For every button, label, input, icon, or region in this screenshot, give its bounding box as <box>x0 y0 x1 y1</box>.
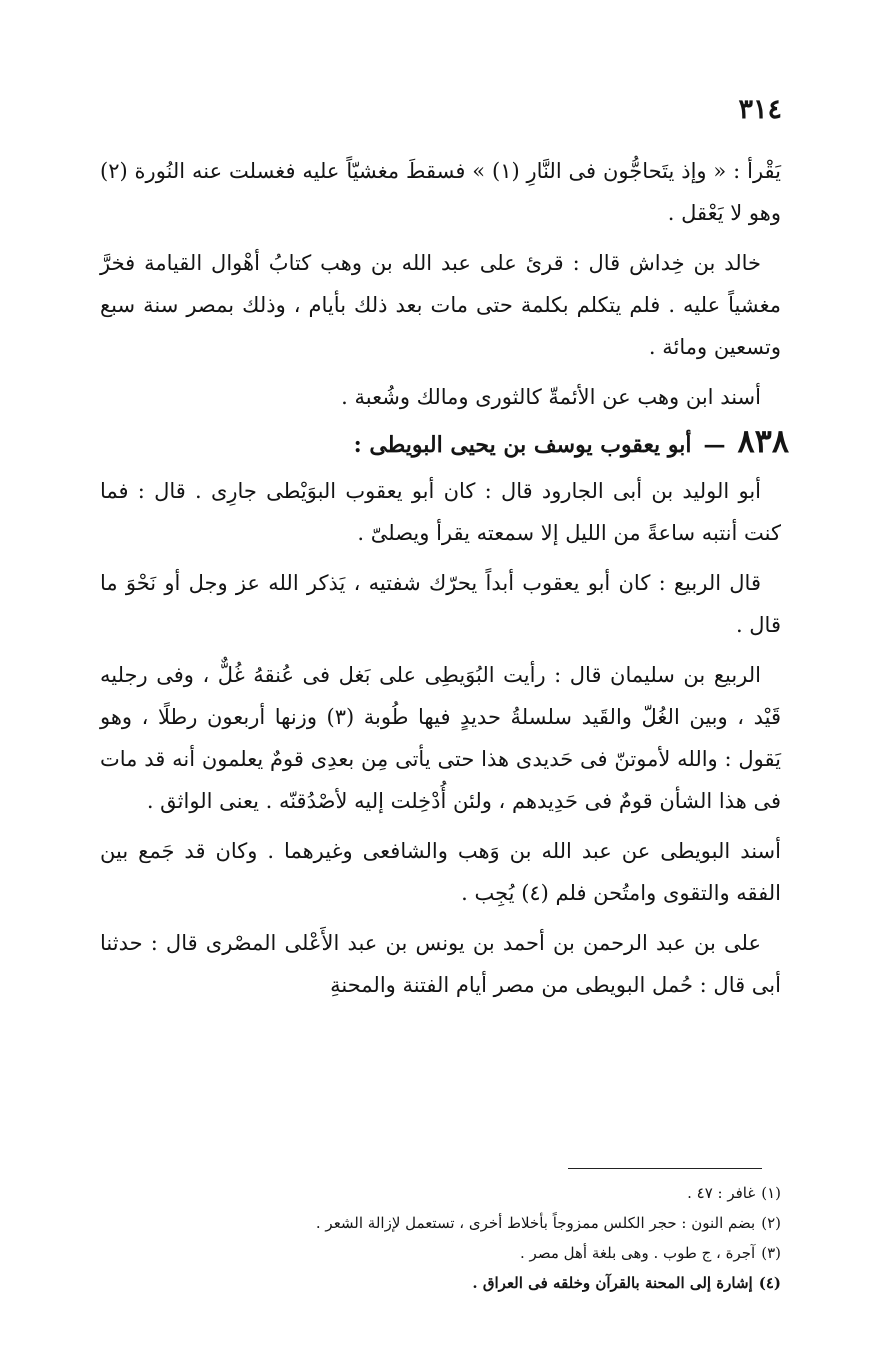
paragraph: خالد بن خِداش قال : قرئ على عبد الله بن وهب كتابُ أهْوال القيامة فخرَّ مغشياً عليه . فلم يتكلم بكلمة حتى مات بعد ذلك بأيام ، وذلك بمصر سنة سبع وتسعين ومائة . <box>100 251 781 359</box>
footnote-text: إشارة إلى المحنة بالقرآن وخلقه فى العراق . <box>472 1274 753 1292</box>
footnote <box>230 1268 781 1298</box>
footnote <box>230 1178 781 1208</box>
section-dash: — <box>703 432 726 458</box>
paragraph: أسند ابن وهب عن الأئمةّ كالثورى ومالك وشُعبة . <box>341 385 761 409</box>
footnote-number: (٤) <box>758 1274 781 1292</box>
section-number: ٨٣٨ <box>737 422 789 460</box>
paragraph: قال الربيع : كان أبو يعقوب أبداً يحرّك شفتيه ، يَذكر الله عز وجل أو نَحْوَ ما قال . <box>100 571 781 637</box>
footnote-text: آجرة ، ج طوب . وهى بلغة أهل مصر . <box>520 1244 756 1262</box>
main-text <box>100 150 789 1014</box>
footnote-number: (٢) <box>761 1214 781 1232</box>
footnote-text: بضم النون : حجر الكلس ممزوجاً بأخلاط أخرى ، تستعمل لإزالة الشعر . <box>315 1214 756 1232</box>
paragraph: يَقْرأ : « وإذ يتَحاجُّون فى النَّارِ (١) » فسقطَ مغشيّاً عليه فغسلت عنه النُورة (٢) وهو لا يَعْقل . <box>100 159 781 225</box>
footnote <box>230 1238 781 1268</box>
paragraph: أسند البويطى عن عبد الله بن وَهب والشافعى وغيرهما . وكان قد جَمع بين الفقه والتقوى وامتُحن فلم (٤) يُجِب . <box>100 839 781 905</box>
footnote-number: (٣) <box>761 1244 781 1262</box>
paragraph: الربيع بن سليمان قال : رأيت البُوَيطِى على بَغل فى عُنقهُ غُلٌّ ، وفى رجليه قَيْد ، وبين الغُلّ والقَيد سلسلةُ حديدٍ فيها طُوبة (٣) وزنها أربعون رطلًا ، وهو يَقول : والله لأموتنّ فى حَديدى هذا حتى يأتى مِن بعدِى قومٌ يعلمون أنه قد مات فى هذا الشأن قومٌ فى حَدِيدهم ، ولئن أُدْخِلت إليه لأصْدُقنّه . يعنى الواثق . <box>100 663 781 813</box>
footnote-number: (١) <box>761 1184 781 1202</box>
footnote-divider <box>568 1168 762 1169</box>
paragraph: أبو الوليد بن أبى الجارود قال : كان أبو يعقوب البوَيْطى جارِى . قال : فما كنت أنتبه ساعةً من الليل إلا سمعته يقرأ ويصلىّ . <box>100 479 781 545</box>
footnote-text: غافر : ٤٧ . <box>687 1184 756 1202</box>
footnotes <box>230 1178 781 1298</box>
section-title: أبو يعقوب يوسف بن يحيى البويطى : <box>353 432 692 458</box>
section-heading <box>100 420 789 466</box>
paragraph: على بن عبد الرحمن بن أحمد بن يونس بن عبد الأَعْلى المصْرى قال : حدثنا أبى قال : حُمل البويطى من مصر أيام الفتنة والمحنةِ <box>100 931 781 997</box>
footnote <box>230 1208 781 1238</box>
page-number: ٣١٤ <box>738 94 782 125</box>
